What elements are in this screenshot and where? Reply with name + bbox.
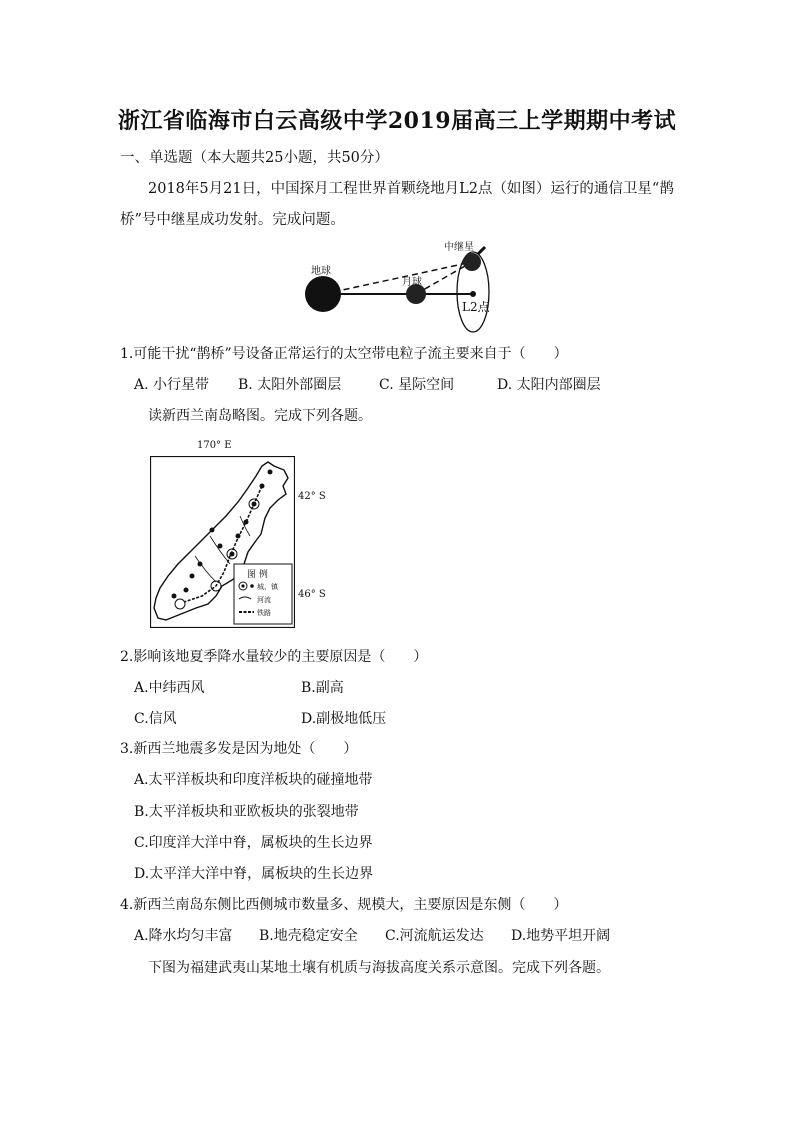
nz-lon-label: 170° E	[197, 440, 232, 451]
question-1-option: B. 太阳外部圈层	[238, 377, 342, 393]
question-1-option: A. 小行星带	[134, 377, 210, 393]
legend-rail: 铁路	[257, 609, 271, 617]
question-4-option: D.地势平坦开阔	[511, 928, 611, 944]
question-2-option: B.副高	[301, 680, 344, 696]
question-4-option: B.地壳稳定安全	[259, 928, 358, 944]
question-4-option: A.降水均匀丰富	[134, 928, 233, 944]
question-2-option: D.副极地低压	[301, 711, 387, 727]
question-3-stem: 3.新西兰地震多发是因为地处（ ）	[120, 741, 358, 757]
question-2-stem: 2.影响该地夏季降水量较少的主要原因是（ ）	[120, 649, 428, 665]
question-3-option: B.太平洋板块和亚欧板块的张裂地带	[134, 804, 359, 820]
question-1-stem: 1.可能干扰“鹊桥”号设备正常运行的太空带电粒子流主要来自于（ ）	[120, 346, 568, 362]
relay-link	[324, 262, 472, 294]
section-heading: 一、单选题（本大题共25小题，共50分）	[120, 150, 389, 166]
question-1-option: D. 太阳内部圈层	[497, 377, 601, 393]
question-3-option: C.印度洋大洋中脊，属板块的生长边界	[134, 835, 373, 851]
intro-text: 下图为福建武夷山某地土壤有机质与海拔高度关系示意图。完成下列各题。	[148, 960, 610, 976]
intro-text: 桥”号中继星成功发射。完成问题。	[120, 212, 345, 228]
page-title: 浙江省临海市白云高级中学2019届高三上学期期中考试	[117, 108, 677, 134]
question-4-stem: 4.新西兰南岛东侧比西侧城市数量多、规模大，主要原因是东侧（ ）	[120, 897, 568, 913]
moon-label: 月球	[402, 277, 422, 288]
legend-title: 图 例	[247, 570, 268, 580]
l2-label: L2点	[462, 300, 490, 314]
question-3-option: A.太平洋板块和印度洋板块的碰撞地带	[134, 772, 373, 788]
question-2-option: C.信风	[134, 711, 177, 727]
lat-42-label: 42° S	[298, 491, 326, 502]
question-4-option: C.河流航运发达	[385, 928, 484, 944]
earth-moon-l2-figure	[296, 238, 516, 338]
relay-satellite-icon	[463, 253, 481, 271]
intro-text: 读新西兰南岛略图。完成下列各题。	[148, 408, 372, 424]
intro-text: 2018年5月21日，中国探月工程世界首颗绕地月L2点（如图）运行的通信卫星“鹊	[148, 181, 674, 197]
relay-label: 中继星	[444, 242, 474, 253]
legend-river: 河流	[257, 596, 271, 604]
nz-south-island-map	[150, 456, 295, 628]
question-2-option: A.中纬西风	[134, 680, 205, 696]
question-1-option: C. 星际空间	[379, 377, 455, 393]
question-3-option: D.太平洋大洋中脊，属板块的生长边界	[134, 866, 374, 882]
earth-icon	[305, 276, 341, 312]
lat-46-label: 46° S	[298, 589, 326, 600]
earth-label: 地球	[311, 266, 331, 277]
l2-point	[470, 291, 476, 297]
legend-city: 城、镇	[257, 583, 278, 591]
